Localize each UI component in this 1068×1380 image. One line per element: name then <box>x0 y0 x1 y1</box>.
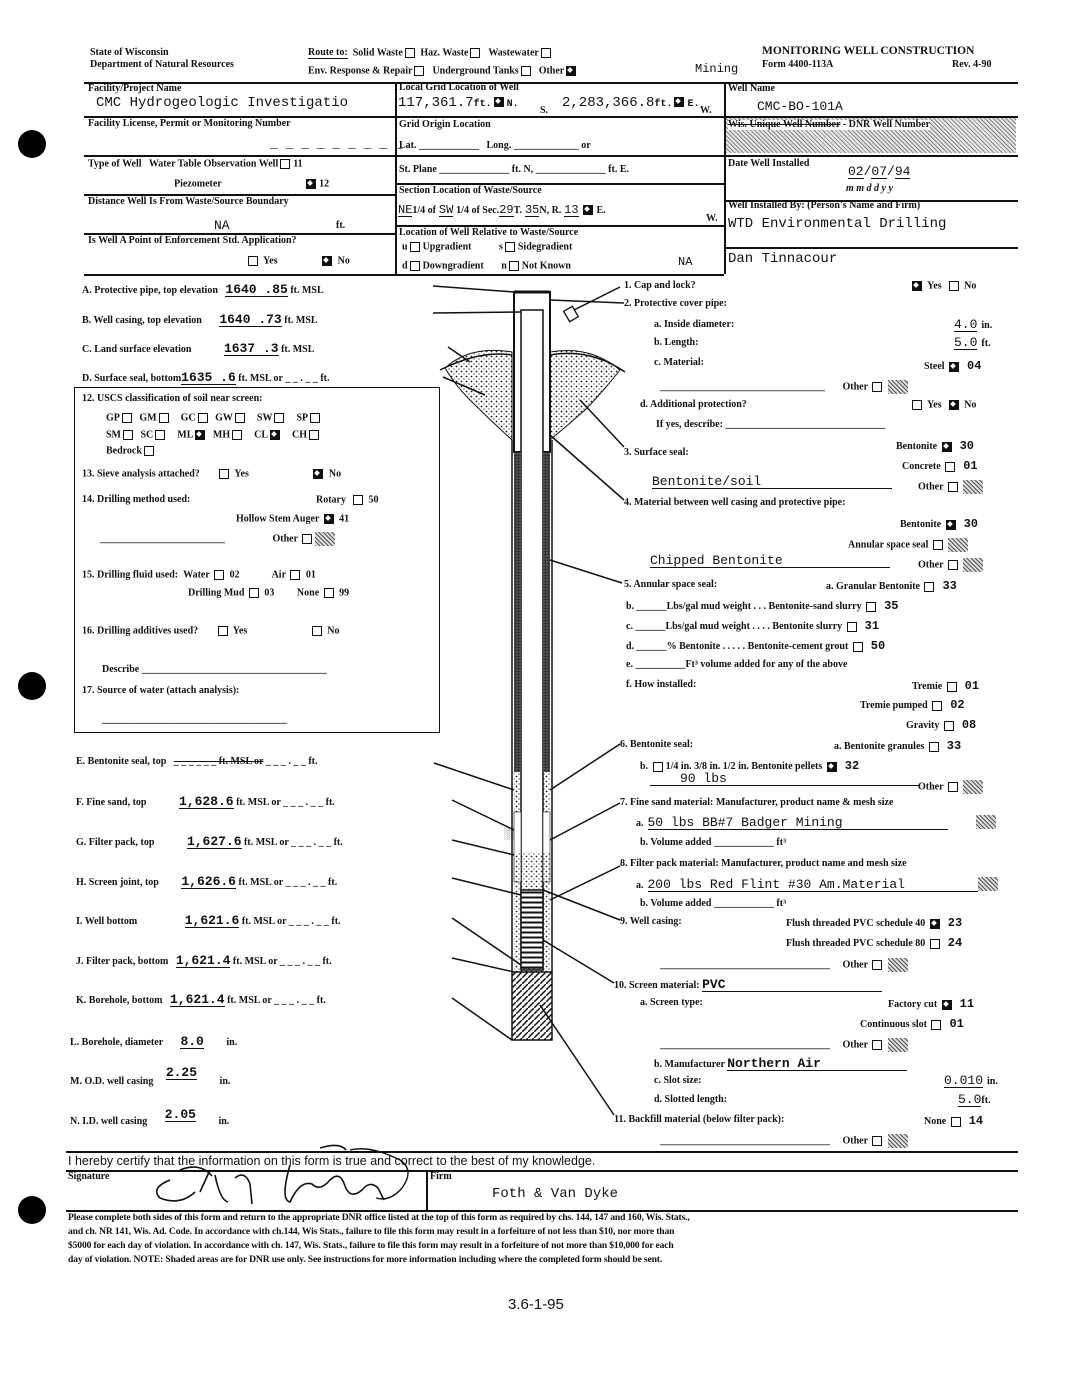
r4-value: Chipped Bentonite <box>650 554 890 568</box>
section-w: W. <box>706 213 718 224</box>
signature <box>140 1140 450 1210</box>
facility-license-blank: _ _ _ _ _ _ _ _ _ <box>270 136 403 151</box>
local-grid-w: W. <box>700 105 712 116</box>
steel-row: Steel 04 <box>924 359 982 373</box>
installer-firm: WTD Environmental Drilling <box>728 216 947 232</box>
installer-person: Dan Tinnacour <box>728 251 838 267</box>
r4-annular: Annular space seal <box>848 538 968 552</box>
r9-pvc80: Flush threaded PVC schedule 80 24 <box>786 936 963 950</box>
r2c-label: c. Material: <box>654 357 704 368</box>
drilling-other-row: _________________________ Other <box>100 532 335 546</box>
h-screen-joint-row: H. Screen joint, top 1,626.6 ft. MSL or _ _ _ . _ _ ft. <box>76 874 338 889</box>
r10-factory-cut: Factory cut 11 <box>888 997 975 1011</box>
distance-value: NA <box>214 218 230 233</box>
d-surface-seal-row: D. Surface seal, bottom1635 .6 ft. MSL or _ _ . _ _ ft. <box>82 370 330 385</box>
r2b-label: b. Length: <box>654 337 699 348</box>
r2a-label: a. Inside diameter: <box>654 319 735 330</box>
form-number: Form 4400-113A <box>762 59 834 70</box>
well-name-value: CMC-BO-101A <box>757 99 843 114</box>
r5f-tremie-pumped: Tremie pumped 02 <box>860 698 965 712</box>
r10d-slotted-length: d. Slotted length: <box>654 1094 728 1105</box>
date-format: m m d d y y <box>846 183 893 194</box>
r9-other: __________________________________ Other <box>660 958 908 972</box>
local-grid-e: 2,283,366.8ft. E. <box>562 95 700 111</box>
notice-line-1: Please complete both sides of this form and return to the appropriate DNR office listed at the top of this form as required by chs. 144, 147 and 160, Wis. Stats., <box>68 1212 690 1223</box>
n-id-casing-row: N. I.D. well casing 2.05 in. <box>70 1107 230 1127</box>
distance-label: Distance Well Is From Waste/Source Boundary <box>88 196 289 207</box>
e-bentonite-seal-row: E. Bentonite seal, top _ _ _ _ _ _ ft. MSL or _ _ _ . _ _ ft. <box>76 756 318 767</box>
facility-license-label: Facility License, Permit or Monitoring Number <box>88 118 291 129</box>
firm-value: Foth & Van Dyke <box>492 1186 619 1202</box>
water-source-label: 17. Source of water (attach analysis): <box>82 685 240 696</box>
relative-label: Location of Well Relative to Waste/Source <box>399 227 579 238</box>
drilling-method-label: 14. Drilling method used: <box>82 494 191 505</box>
r4-bentonite: Bentonite 30 <box>900 517 979 531</box>
svg-text:░░: ░░ <box>504 827 514 840</box>
l-borehole-diameter-row: L. Borehole, diameter 8.0 in. <box>70 1034 238 1049</box>
uscs-row1: GP GM GC GW SW SP <box>106 413 323 423</box>
r11-other: __________________________________ Other <box>660 1134 908 1148</box>
r2d-options: Yes No <box>910 400 976 410</box>
distance-unit: ft. <box>336 220 346 231</box>
grid-origin-label: Grid Origin Location <box>399 119 491 130</box>
r8b-volume: b. Volume added ____________ ft³ <box>640 898 787 909</box>
r10-label: 10. Screen material: PVC <box>614 978 882 992</box>
rotary-row: Rotary 50 <box>316 494 379 506</box>
uscs-bedrock: Bedrock <box>106 446 157 456</box>
facility-name-value: CMC Hydrogeologic Investigatio <box>96 95 349 111</box>
st-plane-row: St. Plane ______________ ft. N, ______________ ft. E. <box>399 164 630 175</box>
r10b-manufacturer: b. Manufacturer Northern Air <box>654 1057 907 1071</box>
r5b-row: b. ______Lbs/gal mud weight . . . Bentonite-sand slurry 35 <box>626 599 899 613</box>
r10c-slot-value: 0.010 in. <box>944 1073 998 1088</box>
r10-other: __________________________________ Other <box>660 1038 908 1052</box>
page-number: 3.6-1-95 <box>508 1296 564 1313</box>
relative-row1: u Upgradient s Sidegradient <box>402 241 573 253</box>
r10d-slotted-value: 5.0ft. <box>958 1092 991 1107</box>
g-filter-pack-row: G. Filter pack, top 1,627.6 ft. MSL or _ _ _ . _ _ ft. <box>76 834 343 849</box>
c-land-surface-row: C. Land surface elevation 1637 .3 ft. MSL <box>82 341 315 356</box>
r7-label: 7. Fine sand material: Manufacturer, product name & mesh size <box>620 797 894 808</box>
r8a-row: a. 200 lbs Red Flint #30 Am.Material <box>636 876 998 892</box>
route-to: Route to: Solid Waste Haz. Waste Wastewater <box>308 48 554 59</box>
describe-row: Describe _____________________________________ <box>102 664 327 675</box>
r5f-tremie: Tremie 01 <box>912 679 980 693</box>
r11-label: 11. Backfill material (below filter pack): <box>614 1114 785 1125</box>
r6b-row: b. 1/4 in. 3/8 in. 1/2 in. Bentonite pellets 32 <box>640 759 860 773</box>
dept-label: Department of Natural Resources <box>90 59 234 70</box>
facility-name-label: Facility/Project Name <box>88 83 182 94</box>
r3-label: 3. Surface seal: <box>624 447 689 458</box>
well-type-label: Type of Well Water Table Observation Well 11 <box>88 158 303 170</box>
r1-options: Yes No <box>910 281 976 291</box>
signature-label: Signature <box>68 1171 110 1182</box>
water-source-blank: _____________________________________ <box>102 714 287 725</box>
r7b-volume: b. Volume added ____________ ft³ <box>640 837 787 848</box>
relative-value: NA <box>678 255 693 269</box>
r10-continuous: Continuous slot 01 <box>860 1017 964 1031</box>
wis-unique-label: Wis. Unique Well Number - DNR Well Number <box>728 119 931 130</box>
fluid-row1: 15. Drilling fluid used: Water 02 Air 01 <box>82 569 316 581</box>
r5d-row: d. ______% Bentonite . . . . . Bentonite-cement grout 50 <box>626 639 886 653</box>
installed-by-label: Well Installed By: (Person's Name and Firm) <box>728 200 921 211</box>
a-protective-pipe-row: A. Protective pipe, top elevation 1640 .85 ft. MSL <box>82 282 324 297</box>
r1-cap-lock: 1. Cap and lock? <box>624 280 696 291</box>
enforcement-options: Yes No <box>246 256 350 266</box>
piezometer-label: Piezometer 12 <box>174 178 330 190</box>
r5f-label: f. How installed: <box>626 679 697 690</box>
r10c-slot-size: c. Slot size: <box>654 1075 702 1086</box>
uscs-row2: SM SC ML MH CL CH <box>106 430 322 440</box>
r7a-row: a. 50 lbs BB#7 Badger Mining <box>636 814 996 830</box>
r6-value: 90 lbs <box>650 772 920 786</box>
i-well-bottom-row: I. Well bottom 1,621.6 ft. MSL or _ _ _ . _ _ ft. <box>76 913 341 928</box>
r9-label: 9. Well casing: <box>620 916 682 927</box>
j-filter-bottom-row: J. Filter pack, bottom 1,621.4 ft. MSL or _ _ _ . _ _ ft. <box>76 953 332 968</box>
hsa-row: Hollow Stem Auger 41 <box>236 513 350 525</box>
r11-none: None 14 <box>924 1114 984 1128</box>
r5a-granular: a. Granular Bentonite 33 <box>826 579 957 593</box>
r2c-other: _________________________________ Other <box>660 380 908 394</box>
r3-concrete: Concrete 01 <box>902 459 978 473</box>
local-grid-n: 117,361.7ft. N. <box>398 95 519 111</box>
notice-line-4: day of violation. NOTE: Shaded areas are for DNR use only. See instructions for more information including where the completed form should be sent. <box>68 1254 663 1265</box>
date-installed-label: Date Well Installed <box>728 158 810 169</box>
r6-other: Other <box>918 780 983 794</box>
r9-pvc40: Flush threaded PVC schedule 40 23 <box>786 916 963 930</box>
r6-label: 6. Bentonite seal: <box>620 739 694 750</box>
local-grid-label: Local Grid Location of Well <box>399 82 519 93</box>
r6a-granules: a. Bentonite granules 33 <box>834 739 962 753</box>
sieve-row: 13. Sieve analysis attached? Yes No <box>82 468 342 480</box>
r4-label: 4. Material between well casing and protective pipe: <box>624 497 846 508</box>
local-grid-s: S. <box>540 105 549 116</box>
well-name-label: Well Name <box>728 83 775 94</box>
r2d-label: d. Additional protection? <box>640 399 747 410</box>
r10-screen-type: a. Screen type: <box>640 997 703 1008</box>
firm-label: Firm <box>430 1171 452 1182</box>
r3-value: Bentonite/soil <box>652 475 892 489</box>
enforcement-label: Is Well A Point of Enforcement Std. Application? <box>88 235 297 246</box>
section-label: Section Location of Waste/Source <box>399 185 542 196</box>
additives-row: 16. Drilling additives used? Yes No <box>82 625 340 637</box>
if-yes-describe: If yes, describe: ________________________________ <box>656 419 886 430</box>
relative-row2: d Downgradient n Not Known <box>402 260 571 272</box>
form-title: MONITORING WELL CONSTRUCTION <box>762 45 975 57</box>
r2a-value: 4.0 in. <box>954 317 993 332</box>
r5f-gravity: Gravity 08 <box>906 718 977 732</box>
r5c-row: c. ______Lbs/gal mud weight . . . . Bentonite slurry 31 <box>626 619 880 633</box>
route-row2: Env. Response & Repair Underground Tanks Other <box>308 66 579 76</box>
state-label: State of Wisconsin <box>90 47 169 58</box>
r2-label: 2. Protective cover pipe: <box>624 298 727 309</box>
fluid-row2: Drilling Mud 03 None 99 <box>188 587 350 599</box>
date-installed-value: 02/07/94 <box>848 164 911 179</box>
f-fine-sand-row: F. Fine sand, top 1,628.6 ft. MSL or _ _ _ . _ _ ft. <box>76 794 335 809</box>
notice-line-2: and ch. NR 141, Wis. Ad. Code. In accordance with ch.144, Wis Stats., failure to file this form may result in a forfeiture of not less than $10, nor more than <box>68 1226 675 1237</box>
notice-line-3: $5000 for each day of violation. In accordance with ch. 147, Wis. Stats., failure to file this form may result in a forfeiture of not more than $10,000 for each <box>68 1240 674 1251</box>
r5e-row: e. __________Ft³ volume added for any of the above <box>626 659 848 670</box>
r3-bentonite: Bentonite 30 <box>896 439 975 453</box>
certify-statement: I hereby certify that the information on this form is true and correct to the best of my knowledge. <box>68 1154 596 1168</box>
form-rev: Rev. 4-90 <box>952 59 992 70</box>
r2b-value: 5.0 ft. <box>954 335 991 350</box>
b-well-casing-row: B. Well casing, top elevation 1640 .73 ft. MSL <box>82 312 318 327</box>
r3-other: Other <box>918 480 983 494</box>
r5-label: 5. Annular space seal: <box>624 579 718 590</box>
k-borehole-bottom-row: K. Borehole, bottom 1,621.4 ft. MSL or _ _ _ . _ _ ft. <box>76 992 326 1007</box>
section-row: NE1/4 of SW 1/4 of Sec.29T. 35N, R. 13 E. <box>398 203 606 217</box>
r4-other: Other <box>918 558 983 572</box>
lat-long-row: Lat. ____________ Long. _____________ or <box>399 140 591 151</box>
r8-label: 8. Filter pack material: Manufacturer, product name and mesh size <box>620 858 907 869</box>
route-other-value: Mining <box>695 62 739 76</box>
m-od-casing-row: M. O.D. well casing 2.25 in. <box>70 1065 231 1087</box>
uscs-label: 12. USCS classification of soil near screen: <box>82 393 263 404</box>
